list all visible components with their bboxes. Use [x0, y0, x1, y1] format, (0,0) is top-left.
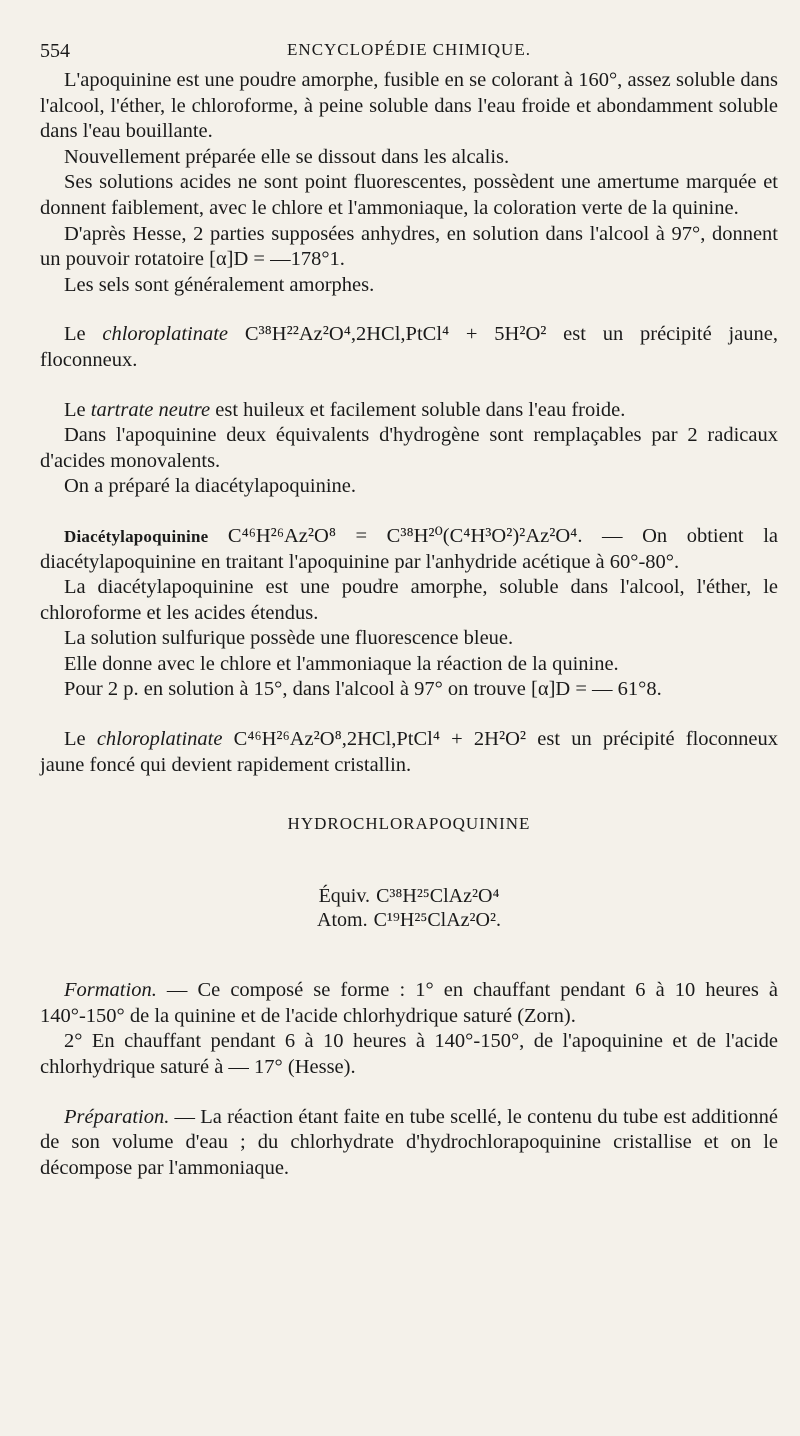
term-chloroplatinate: chloroplatinate: [102, 323, 229, 346]
paragraph-diacetyl-prepared: On a préparé la diacétylapoquinine.: [64, 475, 356, 498]
text-rest: C⁴⁶H²⁶Az²O⁸,2HCl,PtCl⁴ + 2H²O² est un précipité floconneux jaune foncé qui devient rapidement cristallin.: [40, 728, 779, 776]
paragraph-diacetyl-rotation: Pour 2 p. en solution à 15°, dans l'alcool à 97° on trouve [α]D = — 61°8.: [64, 678, 662, 701]
text-rest: — Ce composé se forme : 1° en chauffant pendant 6 à 10 heures à 140°-150° de la quinine et de l'acide chlorhydrique saturé (Zorn).: [40, 979, 778, 1027]
equiv-formula-line: [40, 884, 778, 908]
text-prefix: Le: [64, 728, 97, 751]
section-title: HYDROCHLORAPOQUININE: [287, 814, 531, 834]
paragraph-radicals: Dans l'apoquinine deux équivalents d'hydrogène sont remplaçables par 2 radicaux d'acides monovalents.: [40, 424, 778, 472]
term-formation: Formation.: [64, 979, 157, 1002]
paragraph-sulfuric: La solution sulfurique possède une fluorescence bleue.: [64, 627, 514, 650]
paragraph-diacetyl-formula: [40, 524, 778, 575]
paragraph-rotatory-power: D'après Hesse, 2 parties supposées anhydres, en solution dans l'alcool à 97°, donnent un pouvoir rotatoire [α]D = —178°1.: [40, 222, 778, 271]
formula-block: [40, 884, 778, 932]
paragraph-diacetyl-chloroplatinate: [40, 727, 778, 778]
paragraph-chloroplatinate: [40, 322, 778, 373]
paragraph-formation: [40, 978, 778, 1029]
paragraph-tartrate: [40, 398, 778, 424]
term-diacetylapoquinine: Diacétylapoquinine: [64, 526, 209, 546]
paragraph-reaction: Elle donne avec le chlore et l'ammoniaque la réaction de la quinine.: [64, 652, 619, 675]
text-rest: est huileux et facilement soluble dans l'eau froide.: [210, 398, 626, 421]
term-chloroplatinate-2: chloroplatinate: [96, 728, 223, 751]
paragraph-diacetyl-properties: La diacétylapoquinine est une poudre amorphe, soluble dans l'alcool, l'éther, le chloroforme et les acides étendus.: [40, 576, 778, 624]
page-header: [40, 40, 778, 68]
atom-label: Atom.: [317, 909, 368, 932]
term-tartrate: tartrate neutre: [90, 398, 211, 421]
paragraph-preparation: [40, 1105, 778, 1182]
equiv-formula: C³⁸H²⁵ClAz²O⁴: [376, 885, 500, 908]
paragraph-salts: Les sels sont généralement amorphes.: [64, 273, 375, 296]
paragraph-alkalis: Nouvellement préparée elle se dissout dans les alcalis.: [64, 145, 510, 168]
text-prefix: Le: [64, 323, 103, 346]
term-preparation: Préparation.: [64, 1105, 170, 1128]
page: [40, 40, 778, 1181]
text-rest: C³⁸H²²Az²O⁴,2HCl,PtCl⁴ + 5H²O² est un précipité jaune, floconneux.: [40, 323, 778, 371]
text-prefix: Le: [64, 398, 91, 421]
paragraph-solutions: Ses solutions acides ne sont point fluorescentes, possèdent une amertume marquée et donnent faiblement, avec le chlore et l'ammoniaque, la coloration verte de la quinine.: [40, 171, 778, 219]
atom-formula-line: [40, 908, 778, 932]
paragraph-formation-2: 2° En chauffant pendant 6 à 10 heures à 140°-150°, de l'apoquinine et de l'acide chlorhydrique saturé à — 17° (Hesse).: [40, 1030, 778, 1079]
text-rest: C⁴⁶H²⁶Az²O⁸ = C³⁸H²⁰(C⁴H³O²)²Az²O⁴. — On obtient la diacétylapoquinine en traitant l'apoquinine par l'anhydride acétique à 60°-80°.: [40, 524, 778, 573]
text-rest: — La réaction étant faite en tube scellé, le contenu du tube est additionné de son volume d'eau ; du chlorhydrate d'hydrochlorapoquinine cristallise et on le décompose par l'ammoniaque.: [40, 1105, 778, 1179]
atom-formula: C¹⁹H²⁵ClAz²O².: [373, 909, 501, 932]
running-head: ENCYCLOPÉDIE CHIMIQUE.: [287, 40, 531, 59]
equiv-label: Équiv.: [318, 885, 371, 908]
page-number: 554: [40, 40, 70, 62]
paragraph-properties: L'apoquinine est une poudre amorphe, fusible en se colorant à 160°, assez soluble dans l'alcool, l'éther, le chloroforme, à peine soluble dans l'eau froide et abondamment soluble dans l'eau bouillante.: [40, 69, 778, 143]
